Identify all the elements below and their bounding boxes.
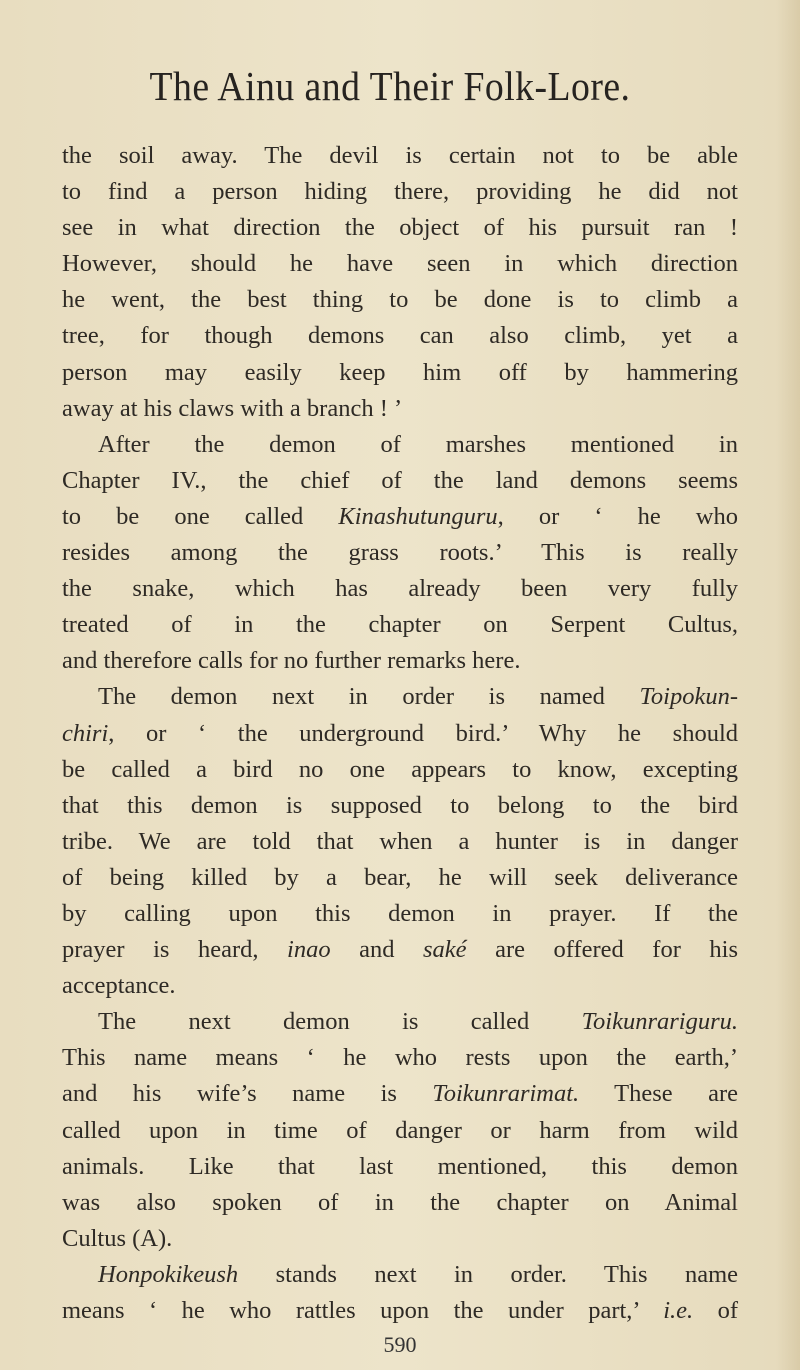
italic-term: Toipokun- (639, 683, 738, 711)
text-run: animals. Like that last mentioned, this demon (62, 1152, 738, 1180)
text-run: of being killed by a bear, he will seek deliverance (62, 863, 738, 891)
text-run: that this demon is supposed to belong to the bird (62, 791, 738, 819)
italic-term: i.e. (663, 1297, 694, 1324)
text-run: to find a person hiding there, providing he did not (62, 178, 738, 206)
text-run: and his wife’s name is (62, 1080, 433, 1108)
text-run: was also spoken of in the chapter on Animal (62, 1188, 738, 1216)
text-run: be called a bird no one appears to know, excepting (62, 755, 738, 783)
text-line (62, 1076, 738, 1112)
text-run: are offered for his (466, 936, 738, 964)
text-run: These are (579, 1080, 738, 1108)
text-line (62, 427, 738, 463)
text-line (62, 535, 738, 571)
text-run: stands next in order. This name (238, 1260, 738, 1288)
text-line (62, 968, 738, 1004)
text-line (62, 716, 738, 752)
italic-term: Toikunrarimat. (432, 1080, 580, 1108)
text-run: the snake, which has already been very fully (62, 575, 738, 603)
text-line (62, 752, 738, 788)
text-run: tribe. We are told that when a hunter is in danger (62, 827, 738, 855)
text-line (62, 463, 738, 499)
text-line (62, 1257, 738, 1293)
text-line (62, 1004, 738, 1040)
text-line (62, 210, 738, 246)
italic-term: inao (287, 936, 331, 964)
text-run: prayer is heard, (62, 936, 288, 964)
text-line (62, 355, 738, 391)
text-run: the soil away. The devil is certain not to be able (62, 142, 738, 169)
text-line (62, 1185, 738, 1221)
text-run: away at his claws with a branch ! ’ (62, 394, 403, 422)
italic-term: Toikunrariguru. (581, 1008, 738, 1036)
text-run: and therefore calls for no further remarks here. (62, 647, 521, 675)
running-title: The Ainu and Their Folk-Lore. (149, 63, 631, 109)
text-run: , or ‘ the underground bird.’ Why he should (108, 719, 738, 747)
text-line (62, 499, 738, 535)
text-line (62, 174, 738, 210)
text-run: he went, the best thing to be done is to climb a (62, 286, 738, 314)
text-run: resides among the grass roots.’ This is really (62, 539, 738, 567)
text-run: acceptance. (62, 972, 176, 1000)
text-line (62, 860, 738, 896)
text-line (62, 282, 738, 318)
text-line (62, 788, 738, 824)
text-run: means ‘ he who rattles upon the under part,’ (62, 1297, 664, 1324)
text-run: The next demon is called (98, 1008, 582, 1036)
text-run: person may easily keep him off by hammering (62, 358, 738, 386)
text-line (62, 1221, 738, 1257)
text-run: of (693, 1297, 738, 1324)
text-run: called upon in time of danger or harm from wild (62, 1116, 738, 1144)
text-run: and (330, 936, 423, 964)
text-line (62, 896, 738, 932)
text-run: tree, for though demons can also climb, yet a (62, 322, 738, 350)
page-number: 590 (383, 1332, 417, 1357)
text-line (62, 607, 738, 643)
text-run: to be one called (62, 502, 339, 530)
text-line (62, 571, 738, 607)
text-run: , or ‘ he who (497, 502, 738, 530)
italic-term: Honpokikeush (98, 1260, 239, 1288)
text-line (62, 246, 738, 282)
text-line (62, 1040, 738, 1076)
text-run: The demon next in order is named (98, 683, 640, 711)
text-line (62, 1293, 738, 1329)
text-line (62, 643, 738, 679)
text-line (62, 824, 738, 860)
text-line (62, 138, 738, 174)
text-run: treated of in the chapter on Serpent Cultus, (62, 611, 738, 639)
text-run: see in what direction the object of his pursuit ran ! (62, 214, 738, 242)
text-line (62, 318, 738, 354)
text-run: However, should he have seen in which direction (62, 250, 738, 278)
text-line (62, 1113, 738, 1149)
text-run: Chapter IV., the chief of the land demons seems (62, 466, 738, 494)
italic-term: chiri (62, 719, 109, 747)
text-line (62, 391, 738, 427)
text-run: by calling upon this demon in prayer. If the (62, 899, 738, 927)
text-line (62, 1149, 738, 1185)
text-run: Cultus (A). (62, 1224, 173, 1252)
body-text (62, 138, 738, 1329)
text-line (62, 932, 738, 968)
italic-term: saké (423, 936, 467, 964)
text-run: This name means ‘ he who rests upon the earth,’ (62, 1044, 738, 1072)
italic-term: Kinashutunguru (338, 502, 498, 530)
text-line (62, 679, 738, 715)
text-run: After the demon of marshes mentioned in (98, 430, 738, 458)
